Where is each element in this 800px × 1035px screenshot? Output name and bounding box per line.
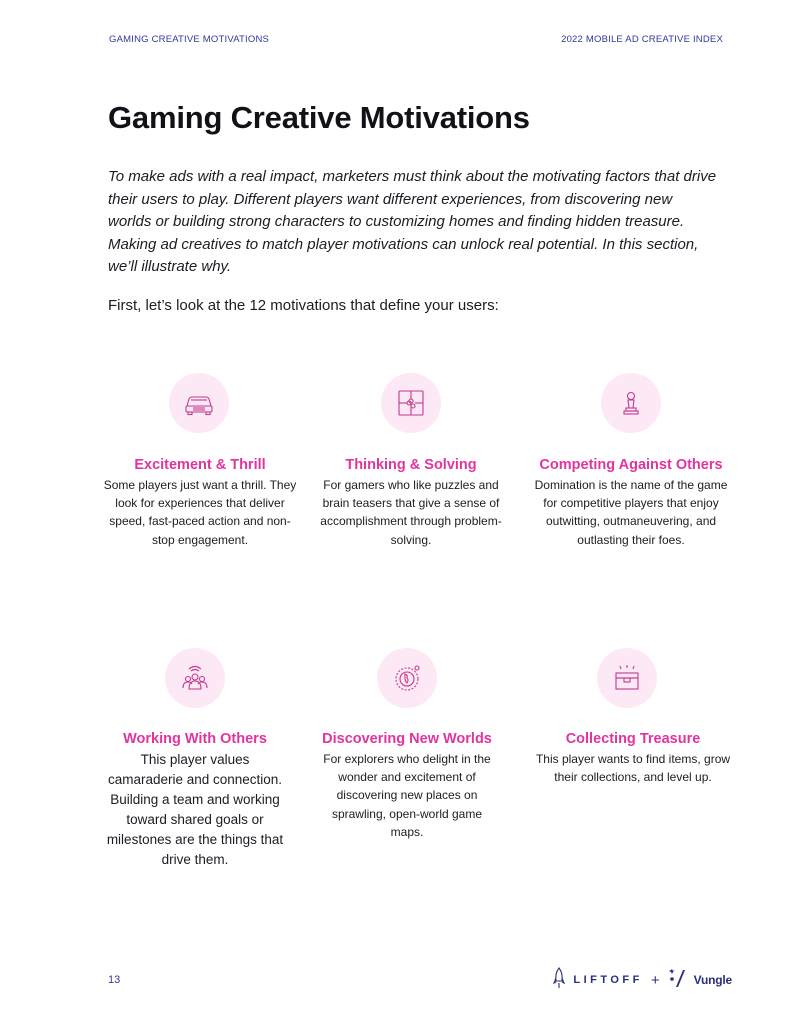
running-header-right: 2022 MOBILE AD CREATIVE INDEX (561, 34, 723, 45)
running-header-left: GAMING CREATIVE MOTIVATIONS (109, 34, 270, 45)
motivation-description: For explorers who delight in the wonder and excitement of discovering new places on sprawling, open-world game maps. (323, 752, 491, 839)
motivation-title: Competing Against Others (539, 457, 723, 473)
motivation-title: Collecting Treasure (565, 731, 701, 747)
group-icon (165, 648, 225, 708)
motivation-description: For gamers who like puzzles and brain teasers that give a sense of accomplishment through problem-solving. (320, 478, 502, 547)
motivation-title: Discovering New Worlds (322, 731, 492, 747)
motivation-card-competing (531, 457, 731, 549)
puzzle-icon (381, 373, 441, 433)
treasure-chest-icon (597, 648, 657, 708)
page-number: 13 (108, 974, 121, 986)
motivation-description: Domination is the name of the game for competitive players that enjoy outwitting, outmaneuvering, and outlasting their foes. (534, 478, 728, 547)
motivation-description: This player values camaraderie and connection. Building a team and working toward shared goals or milestones are the things that drive them. (106, 752, 284, 867)
motivation-title: Excitement & Thrill (134, 457, 266, 473)
motivation-card-discovering (307, 731, 507, 841)
motivation-description: Some players just want a thrill. They look for experiences that deliver speed, fast-paced action and non-stop engagement. (103, 478, 297, 547)
motivation-card-working (95, 731, 295, 870)
motivation-title: Working With Others (123, 731, 267, 747)
car-icon (169, 373, 229, 433)
lead-sentence: First, let’s look at the 12 motivations that define your users: (108, 297, 499, 314)
chess-pawn-icon (601, 373, 661, 433)
motivation-card-collecting (533, 731, 733, 786)
liftoff-logo: LIFTOFF (573, 974, 643, 986)
globe-icon (377, 648, 437, 708)
motivation-card-excitement (100, 457, 300, 549)
rocket-icon (553, 967, 565, 994)
plus-sign: + (650, 971, 660, 989)
vungle-logo: Vungle (693, 973, 732, 987)
motivation-card-thinking (311, 457, 511, 549)
vungle-mark-icon (668, 967, 686, 994)
page-title: Gaming Creative Motivations (108, 100, 530, 135)
intro-paragraph: To make ads with a real impact, marketers must think about the motivating factors that drive their users to play. Different players want different experiences, from discovering new worlds or building strong characters to customizing homes and finding hidden treasure. Making ad creatives to match player motivations can unlock real potential. In this section, we’ll illustrate why. (108, 168, 717, 275)
motivation-title: Thinking & Solving (345, 457, 477, 473)
brand-logos (553, 966, 732, 994)
motivation-description: This player wants to find items, grow their collections, and level up. (535, 752, 731, 785)
